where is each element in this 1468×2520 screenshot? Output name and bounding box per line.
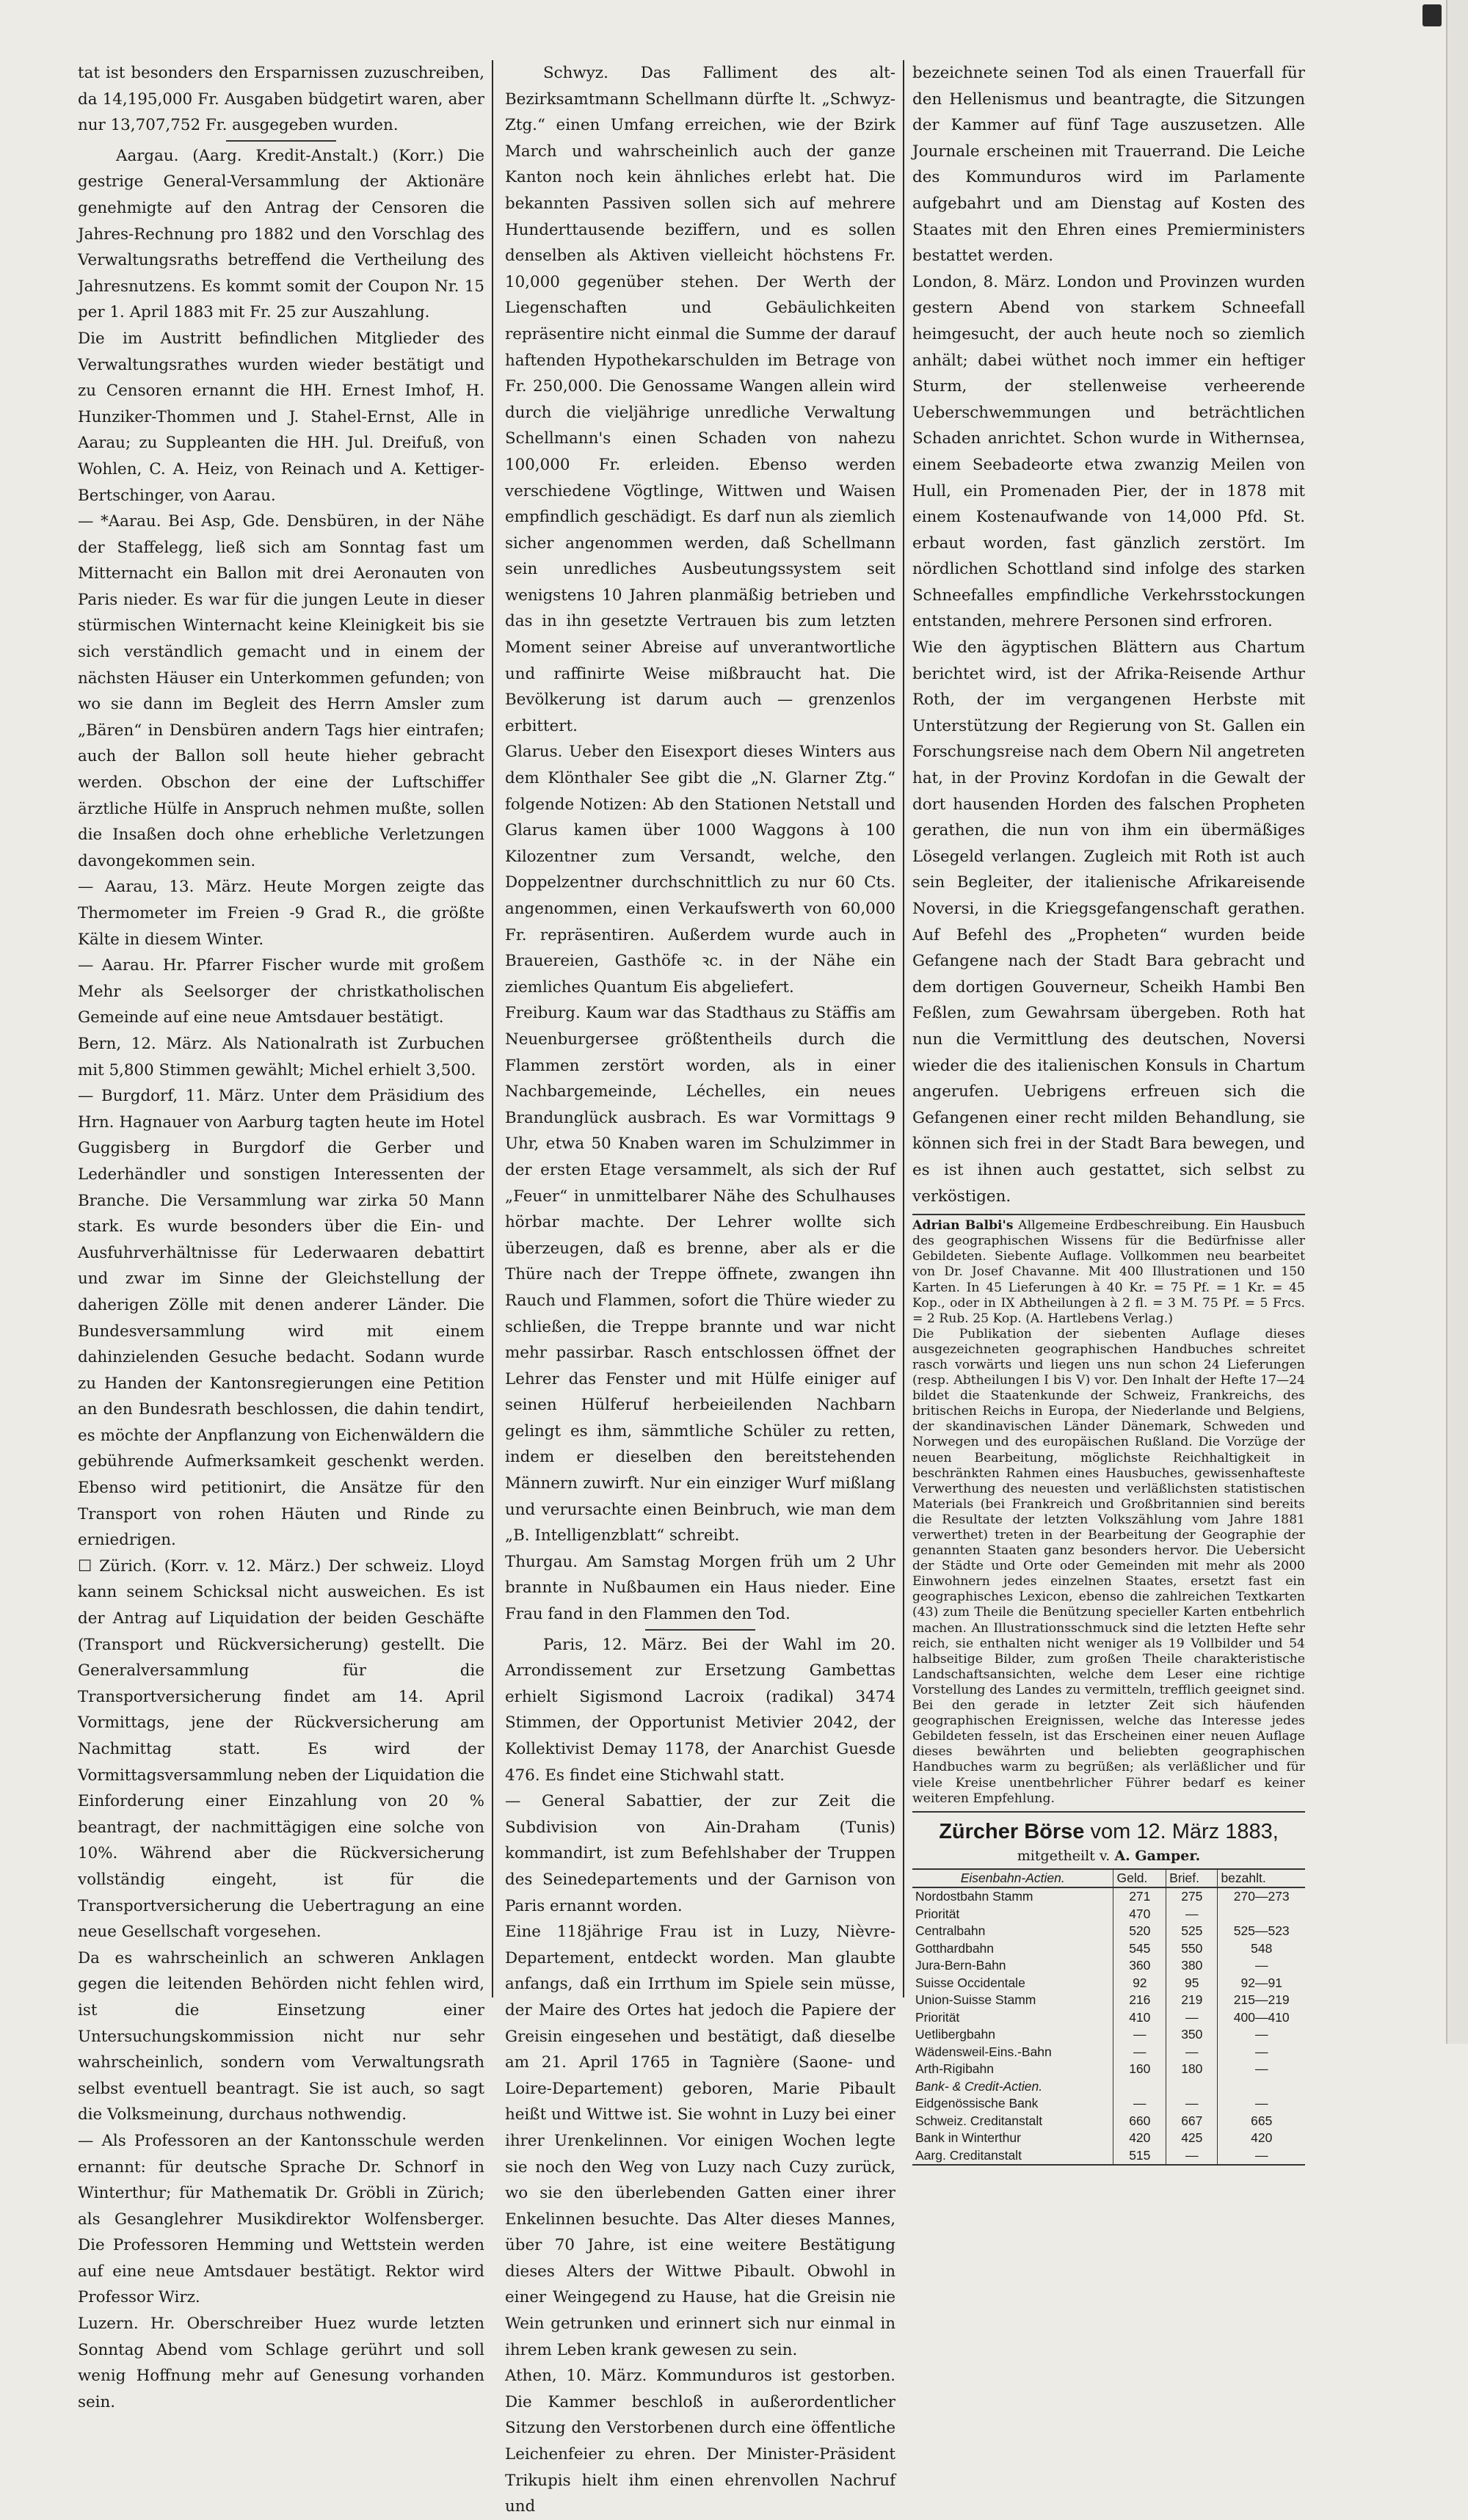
article-paragraph: ☐ Zürich. (Korr. v. 12. März.) Der schweiz. Lloyd kann seinem Schicksal nicht ausweichen. Es ist der Antrag auf Liquidation der beiden Geschäfte (Transport und Rückversicherung) gestellt. Die Generalversammlung für die Transportversicherung findet am 14. April Vormittags, jene der Rückversicherung am Nachmittag statt. Es wird der Vormittagsversammlung neben der Liquidation die Einforderung einer Einzahlung von 20 % beantragt, der nachmittägigen eine solche von 10%. Während aber die Rückversicherung vollständig eingeht, ist für die Transportversicherung die Uebertragung an eine neue Gesellschaft vorgesehen. (78, 1556, 484, 1942)
paid-value: 525—523 (1218, 1923, 1305, 1940)
paid-value: 420 (1218, 2130, 1305, 2147)
bid-value: 660 (1113, 2113, 1166, 2130)
article-paragraph: — Burgdorf, 11. März. Unter dem Präsidium des Hrn. Hagnauer von Aarburg tagten heute im Hotel Guggisberg in Burgdorf die Gerber und Lederhändler und sonstigen Interessenten der Branche. Die Versammlung war zirka 50 Mann stark. Es wurde besonders über die Ein- und Ausfuhrverhältnisse für Lederwaaren debattirt und zwar im Sinne der Gleichstellung der daherigen Zölle mit denen anderer Länder. Die Bundesversammlung wird mit einem dahinzielenden Gesuche bedacht. Sodann wurde zu Handen der Kantonsregierungen eine Petition an den Bundesrath beschlossen, die dahin tendirt, es möchte der Anpflanzung von Eichenwäldern die gebührende Aufmerksamkeit geschenkt werden. Ebenso wird petitionirt, die Ansätze für den Transport von rohen Häuten und Rinde zu erniedrigen. (78, 1087, 484, 1550)
paid-value: 665 (1218, 2113, 1305, 2130)
ask-value: 550 (1166, 1940, 1218, 1958)
ask-value: — (1166, 2044, 1218, 2061)
boerse-row (912, 1887, 1305, 1906)
boerse-row (912, 2044, 1305, 2061)
security-name: Centralbahn (915, 1923, 986, 1939)
article-paragraph: Luzern. Hr. Oberschreiber Huez wurde letzten Sonntag Abend vom Schlage gerührt und soll wenig Hoffnung mehr auf Genesung vorhanden sein. (78, 2315, 484, 2411)
paid-value: — (1218, 2147, 1305, 2166)
column-rule (492, 60, 493, 1998)
column-right (912, 60, 1305, 2163)
paid-value: 400—410 (1218, 2009, 1305, 2027)
paid-value: — (1218, 2026, 1305, 2044)
boerse-row (912, 1906, 1305, 1923)
boerse-row (912, 2113, 1305, 2130)
boerse-table-header (912, 1869, 1305, 1888)
bid-value: 160 (1113, 2061, 1166, 2078)
separator-line (645, 1629, 755, 1631)
paid-value: — (1218, 2095, 1305, 2113)
article-paragraph: — General Sabattier, der zur Zeit die Subdivision von Ain-Draham (Tunis) kommandirt, ist zum Befehlshaber der Truppen des Seinedepartements und der Garnison von Paris ernannt worden. (505, 1792, 895, 1915)
security-name: Nordostbahn Stamm (915, 1889, 1033, 1904)
article-paragraph: Thurgau. Am Samstag Morgen früh um 2 Uhr brannte in Nußbaumen ein Haus nieder. Eine Frau fand in den Flammen den Tod. (505, 1552, 895, 1624)
paid-value: 270—273 (1218, 1887, 1305, 1906)
boerse-row (912, 2061, 1305, 2078)
ask-value: 350 (1166, 2026, 1218, 2044)
article-paragraph: — Aarau, 13. März. Heute Morgen zeigte das Thermometer im Freien -9 Grad R., die größte Kälte in diesem Winter. (78, 878, 484, 949)
article-paragraph: Wie den ägyptischen Blättern aus Chartum berichtet wird, ist der Afrika-Reisende Arthur Roth, der im vergangenen Herbste mit Unterstützung der Regierung von St. Gallen ein Forschungsreise nach dem Obern Nil angetreten hat, in der Provinz Kordofan in die Gewalt der dort hausenden Horden des falschen Propheten gerathen, die nun von ihm ein übermäßiges Lösegeld verlangen. Zugleich mit Roth ist auch sein Begleiter, der italienische Afrikareisende Noversi, in die Kriegsgefangenschaft gerathen. Auf Befehl des „Propheten“ wurden beide Gefangene nach der Stadt Bara gebracht und dem dortigen Gouverneur, Scheikh Hambi Ben Feßlen, zum Gewahrsam übergeben. Roth hat nun die Vermittlung des deutschen, Noversi wieder die des italienischen Konsuls in Chartum angerufen. Uebrigens erfreuen sich die Gefangenen einer recht milden Behandlung, sie können sich frei in der Stadt Bara bewegen, und es ist ihnen auch gestattet, sich selbst zu verköstigen. (912, 638, 1305, 1206)
header-cell: bezahlt. (1218, 1869, 1305, 1888)
boerse-row (912, 2078, 1305, 2096)
security-name: Priorität (915, 2009, 960, 2025)
column-rule (903, 60, 904, 1998)
header-cell: Geld. (1113, 1869, 1166, 1888)
article-paragraph: Da es wahrscheinlich an schweren Anklagen gegen die leitenden Behörden nicht fehlen wird, ist die Einsetzung einer Untersuchungskommission nicht nur sehr wahrscheinlich, sondern vom Verwaltungsrath selbst eventuell beantragt. Sie ist auch, so sagt die Volksmeinung, durchaus nothwendig. (78, 1948, 484, 2124)
column-middle (505, 60, 895, 2516)
boerse-row (912, 2026, 1305, 2044)
security-name: Priorität (915, 1906, 960, 1921)
advertisement-balbi (912, 1218, 1305, 1807)
security-name: Arth-Rigibahn (915, 2061, 994, 2077)
ask-value: 180 (1166, 2061, 1218, 2078)
bid-value: 420 (1113, 2130, 1166, 2147)
corner-mark (1422, 4, 1442, 26)
paid-value (1218, 1906, 1305, 1923)
page-edge (1446, 0, 1468, 2044)
security-name: Suisse Occidentale (915, 1975, 1025, 1990)
boerse-title-main: Zürcher Börse (939, 1819, 1085, 1843)
divider (912, 1811, 1305, 1813)
boerse-row (912, 1957, 1305, 1975)
boerse-row (912, 2095, 1305, 2113)
paid-value: — (1218, 2061, 1305, 2078)
bid-value: 271 (1113, 1887, 1166, 1906)
boerse-row (912, 1923, 1305, 1940)
divider (912, 1214, 1305, 1215)
boerse-row (912, 2130, 1305, 2147)
ask-value: 667 (1166, 2113, 1218, 2130)
boerse-row (912, 1992, 1305, 2009)
ask-value: — (1166, 2009, 1218, 2027)
article-paragraph: — *Aarau. Bei Asp, Gde. Densbüren, in der Nähe der Staffelegg, ließ sich am Sonntag fast um Mitternacht ein Ballon mit drei Aeronauten von Paris nieder. Es war für die jungen Leute in dieser stürmischen Winternacht keine Kleinigkeit bis sie sich verständlich gemacht und in einem der nächsten Häuser ein Unterkommen gefunden; von wo sie dann im Begleit des Herrn Amsler zum „Bären“ in Densbüren andern Tags hier eintrafen; auch der Ballon soll heute hieher gebracht werden. Obschon der eine der Luftschiffer ärztliche Hülfe in Anspruch nehmen mußte, sollen die Insaßen doch ohne erhebliche Verletzungen davongekommen sein. (78, 512, 484, 870)
column-right-text (912, 60, 1305, 1209)
ask-value (1166, 2078, 1218, 2096)
ask-value: — (1166, 2147, 1218, 2166)
bid-value: 92 (1113, 1975, 1166, 1992)
bid-value: 470 (1113, 1906, 1166, 1923)
bid-value: — (1113, 2026, 1166, 2044)
boerse-table (912, 1868, 1305, 2166)
article-paragraph: Bern, 12. März. Als Nationalrath ist Zurbuchen mit 5,800 Stimmen gewählt; Michel erhielt 3,500. (78, 1034, 484, 1079)
boerse-row (912, 1940, 1305, 1958)
bid-value: 515 (1113, 2147, 1166, 2166)
paid-value: 215—219 (1218, 1992, 1305, 2009)
paid-value: — (1218, 1957, 1305, 1975)
article-paragraph: Schwyz. Das Falliment des alt-Bezirksamtmann Schellmann dürfte lt. „Schwyz-Ztg.“ einen Umfang erreichen, wie der Bzirk March und wahrscheinlich auch der ganze Kanton noch kein ähnliches erlebt hat. Die bekannten Passiven sollen sich auf mehrere Hunderttausende beziffern, und es sollen denselben als Aktiven vielleicht höchstens Fr. 10,000 gegenüber stehen. Der Werth der Liegenschaften und Gebäulichkeiten repräsentire nicht einmal die Summe der darauf haftenden Hypothekarschulden im Betrage von Fr. 250,000. Die Genossame Wangen allein wird durch die vieljährige unredliche Verwaltung Schellmann's einen Schaden von nahezu 100,000 Fr. erleiden. Ebenso werden verschiedene Vögtlinge, Wittwen und Waisen empfindlich geschädigt. Es darf nun als ziemlich sicher angenommen werden, daß Schellmann sein unredliches Ausbeutungssystem seit wenigstens 10 Jahren planmäßig betrieben und das in ihn gesetzte Vertrauen bis zum letzten Moment seiner Abreise auf unverantwortliche und raffinirte Weise mißbraucht hat. Die Bevölkerung ist darum auch — grenzenlos erbittert. (505, 64, 895, 735)
ask-value: 219 (1166, 1992, 1218, 2009)
bid-value: 520 (1113, 1923, 1166, 1940)
bid-value: 410 (1113, 2009, 1166, 2027)
article-paragraph: — Aarau. Hr. Pfarrer Fischer wurde mit großem Mehr als Seelsorger der christkatholischen Gemeinde auf eine neue Amtsdauer bestätigt. (78, 956, 484, 1027)
security-name: Jura-Bern-Bahn (915, 1958, 1006, 1973)
ad-title-rest: Allgemeine Erdbeschreibung. Ein Hausbuch des geographischen Wissens für die Bedürfnisse aller Gebildeten. Siebente Auflage. Vollkommen neu bearbeitet von Dr. Josef Chavanne. Mit 400 Illustrationen und 150 Karten. In 45 Lieferungen à 40 Kr. = 75 Pf. = 1 Kr. = 45 Kop., oder in IX Abtheilungen à 2 fl. = 3 M. 75 Pf. = 5 Frcs. = 2 Rub. 25 Kop. (A. Hartlebens Verlag.) (912, 1218, 1305, 1326)
boerse-row (912, 2147, 1305, 2166)
boerse-sub-name: A. Gamper. (1114, 1847, 1201, 1864)
boerse-title (912, 1817, 1305, 1846)
bid-value: — (1113, 2044, 1166, 2061)
security-name: Schweiz. Creditanstalt (915, 2113, 1043, 2128)
bid-value (1113, 2078, 1166, 2096)
security-name: Aarg. Creditanstalt (912, 2147, 1113, 2166)
security-name: Union-Suisse Stamm (915, 1992, 1036, 2008)
ask-value: — (1166, 2095, 1218, 2113)
paid-value: — (1218, 2044, 1305, 2061)
ask-value: 275 (1166, 1887, 1218, 1906)
separator-line (226, 140, 336, 142)
bid-value: 360 (1113, 1957, 1166, 1975)
boerse-title-date: vom 12. März 1883, (1084, 1819, 1279, 1843)
ask-value: 380 (1166, 1957, 1218, 1975)
boerse-row (912, 2009, 1305, 2027)
ad-body: Die Publikation der siebenten Auflage dieses ausgezeichneten geographischen Handbuches schreitet rasch vorwärts und liegen uns nun schon 24 Lieferungen (resp. Abtheilungen I bis V) vor. Den Inhalt der Hefte 17—24 bildet die Staatenkunde der Schweiz, Frankreichs, des britischen Reichs in Europa, der Niederlande und Belgiens, der skandinavischen Länder Dänemark, Schweden und Norwegen und des europäischen Rußland. Die Vorzüge der neuen Bearbeitung, möglichste Reichhaltigkeit in beschränkten Rahmen eines Hausbuches, gewissenhafteste Verwerthung des neuesten und verläßlichsten statistischen Materials (bei Frankreich und Großbritannien sind bereits die Resultate der letzten Volkszählung vom Jahre 1881 verwerthet) treten in der Bearbeitung der Geographie der genannten Staaten ganz besonders hervor. Die Uebersicht der Städte und Orte oder Gemeinden mit mehr als 2000 Einwohnern jedes einzelnen Staates, ersetzt fast ein geographisches Lexicon, ebenso die zahlreichen Textkarten (43) zum Theile die Benützung specieller Karten entbehrlich machen. An Illustrationsschmuck sind die letzten Hefte sehr reich, sie enthalten nicht weniger als 19 Vollbilder und 54 halbseitige Bilder, zum großen Theile charakteristische Landschaftsansichten, welche dem Leser eine richtige Vorstellung des Landes zu vermitteln, trefflich geeignet sind. Bei den gerade in letzter Zeit sich häufenden geographischen Ereignissen, welche das Interesse jedes Gebildeten fesseln, ist das Erscheinen einer neuen Auflage dieses bewährten und beliebten geographischen Handbuches warm zu begrüßen; als verläßlicher und für viele Kreise unentbehrlicher Führer bedarf es keiner weiteren Empfehlung. (912, 1326, 1305, 1806)
header-cell: Eisenbahn-Actien. (912, 1869, 1113, 1888)
boerse-row (912, 1975, 1305, 1992)
bid-value: 216 (1113, 1992, 1166, 2009)
ask-value: 525 (1166, 1923, 1218, 1940)
bid-value: — (1113, 2095, 1166, 2113)
boerse-subtitle (912, 1846, 1305, 1865)
bid-value: 545 (1113, 1940, 1166, 1958)
article-paragraph: — Als Professoren an der Kantonsschule werden ernannt: für deutsche Sprache Dr. Schnorf in Winterthur; für Mathematik Dr. Gröbli in Zürich; als Gesanglehrer Musikdirektor Wolfensberger. Die Professoren Hemming und Wettstein werden auf eine neue Amtsdauer bestätigt. Rektor wird Professor Wirz. (78, 2131, 484, 2307)
article-paragraph: Aargau. (Aarg. Kredit-Anstalt.) (Korr.) Die gestrige General-Versammlung der Aktionäre genehmigte auf den Antrag der Censoren die Jahres-Rechnung pro 1882 und den Vorschlag des Verwaltungsraths betreffend die Vertheilung des Jahresnutzens. Es kommt somit der Coupon Nr. 15 per 1. April 1883 mit Fr. 25 zur Auszahlung. (78, 146, 484, 322)
paid-value (1218, 2078, 1305, 2096)
article-paragraph: Athen, 10. März. Kommunduros ist gestorben. Die Kammer beschloß in außerordentlicher Sitzung den Verstorbenen durch eine öffentliche Leichenfeier zu ehren. Der Minister-Präsident Trikupis hielt ihm einen ehrenvollen Nachruf und (505, 2367, 895, 2516)
article-paragraph: London, 8. März. London und Provinzen wurden gestern Abend von starkem Schneefall heimgesucht, der auch heute noch so ziemlich anhält; dabei wüthet noch immer ein heftiger Sturm, der stellenweise verheerende Ueberschwemmungen und beträchtlichen Schaden anrichtet. Schon wurde in Withernsea, einem Seebadeorte etwa zwanzig Meilen von Hull, ein Promenaden Pier, der in 1878 mit einem Kostenaufwande von 14,000 Pfd. St. erbaut worden, fast gänzlich zerstört. Im nördlichen Schottland sind infolge des starken Schneefalles empfindliche Verkehrsstockungen entstanden, mehrere Personen sind erfroren. (912, 272, 1305, 631)
ask-value: 425 (1166, 2130, 1218, 2147)
column-left (78, 60, 484, 2411)
article-paragraph: bezeichnete seinen Tod als einen Trauerfall für den Hellenismus und beantragte, die Sitzungen der Kammer auf fünf Tage auszusetzen. Alle Journale erscheinen mit Trauerrand. Die Leiche des Kommunduros wird im Parlamente aufgebahrt und am Dienstag auf Kosten des Staates mit den Ehren eines Premierministers bestattet werden. (912, 64, 1305, 266)
security-name: Uetlibergbahn (915, 2027, 995, 2042)
security-name: Gotthardbahn (915, 1940, 995, 1956)
boerse-table-body (912, 1887, 1305, 2165)
security-name: Bank in Winterthur (915, 2130, 1021, 2146)
security-name: Wädensweil-Eins.-Bahn (915, 2044, 1052, 2059)
boerse-sub-text: mitgetheilt v. (1017, 1847, 1111, 1864)
article-paragraph: Glarus. Ueber den Eisexport dieses Winters aus dem Klönthaler See gibt die „N. Glarner Ztg.“ folgende Notizen: Ab den Stationen Netstall und Glarus kamen über 1000 Waggons à 100 Kilozentner zum Versandt, welche, den Doppelzentner durchschnittlich zu nur 60 Cts. angenommen, einen Verkaufswerth von 60,000 Fr. repräsentiren. Außerdem wurde auch in Brauereien, Gasthöfe ꝛc. in der Nähe ein ziemliches Quantum Eis abgeliefert. (505, 743, 895, 997)
article-paragraph: Paris, 12. März. Bei der Wahl im 20. Arrondissement zur Ersetzung Gambettas erhielt Sigismond Lacroix (radikal) 3474 Stimmen, der Opportunist Metivier 2042, der Kollektivist Demay 1178, der Anarchist Guesde 476. Es findet eine Stichwahl statt. (505, 1635, 895, 1785)
ask-value: — (1166, 1906, 1218, 1923)
ad-title: Adrian Balbi's (912, 1218, 1014, 1234)
security-name: Eidgenössische Bank (915, 2096, 1039, 2111)
article-paragraph: Freiburg. Kaum war das Stadthaus zu Stäffis am Neuenburgersee größtentheils durch die Flammen zerstört worden, als in einer Nachbargemeinde, Léchelles, ein neues Brandunglück ausbrach. Es war Vormittags 9 Uhr, etwa 50 Knaben waren im Schulzimmer in der ersten Etage versammelt, als sich der Ruf „Feuer“ in unmittelbarer Nähe des Schulhauses hörbar machte. Der Lehrer wollte sich überzeugen, daß es brenne, aber als er die Thüre nach der Treppe öffnete, zwangen ihn Rauch und Flammen, sofort die Thüre wieder zu schließen, die Treppe brannte und war nicht mehr passirbar. Rasch entschlossen öffnet der Lehrer das Fenster und mit Hülfe einiger auf seinen Hülferuf herbeieilenden Nachbarn gelingt es ihm, sämmtliche Schüler zu retten, indem er dieselben den bereitstehenden Männern zuwirft. Nur ein einziger Wurf mißlang und verursachte einen Beinbruch, wie man dem „B. Intelligenzblatt“ schreibt. (505, 1004, 895, 1545)
article-paragraph: tat ist besonders den Ersparnissen zuzuschreiben, da 14,195,000 Fr. Ausgaben büdgetirt waren, aber nur 13,707,752 Fr. ausgegeben wurden. (78, 64, 484, 135)
security-name: Bank- & Credit-Actien. (915, 2078, 1043, 2094)
paid-value: 548 (1218, 1940, 1305, 1958)
article-paragraph: Die im Austritt befindlichen Mitglieder des Verwaltungsrathes wurden wieder bestätigt und zu Censoren ernannt die HH. Ernest Imhof, H. Hunziker-Thommen und J. Stahel-Ernst, Alle in Aarau; zu Suppleanten die HH. Jul. Dreifuß, von Wohlen, C. A. Heiz, von Reinach und A. Kettiger-Bertschinger, von Aarau. (78, 329, 484, 505)
article-paragraph: Eine 118jährige Frau ist in Luzy, Nièvre-Departement, entdeckt worden. Man glaubte anfangs, daß ein Irrthum im Spiele sein müsse, der Maire des Ortes hat jedoch die Papiere der Greisin eingesehen und bestätigt, daß dieselbe am 21. April 1765 in Tagnière (Saone- und Loire-Departement) geboren, Marie Pibault heißt und Wittwe ist. Sie wohnt in Luzy bei einer ihrer Urenkelinnen. Vor einigen Wochen legte sie noch den Weg von Luzy nach Cuzy zurück, wo sie den überlebenden Gatten einer ihrer Enkelinnen besuchte. Das Alter dieses Mannes, über 70 Jahre, ist eine weitere Bestätigung dieses Alters der Wittwe Pibault. Obwohl in einer Weingegend zu Hause, hat die Greisin nie Wein getrunken und erinnert sich nur einmal in ihrem Leben krank gewesen zu sein. (505, 1923, 895, 2359)
header-cell: Brief. (1166, 1869, 1218, 1888)
paid-value: 92—91 (1218, 1975, 1305, 1992)
ask-value: 95 (1166, 1975, 1218, 1992)
